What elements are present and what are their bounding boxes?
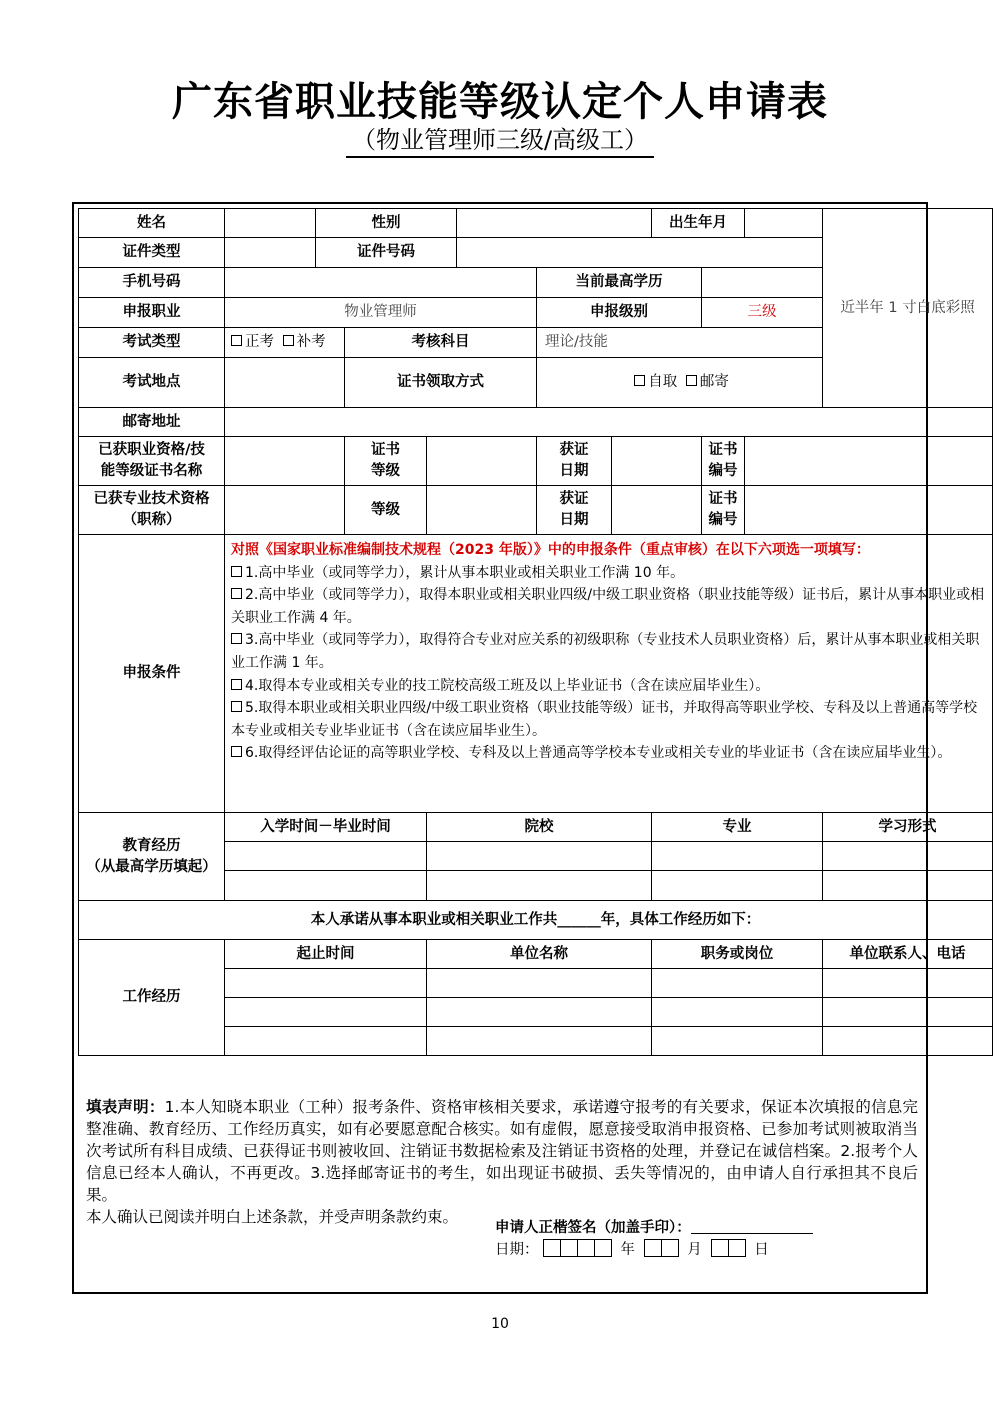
- declaration: [86, 1096, 918, 1228]
- prof-level-label: 等级: [345, 486, 427, 535]
- gender-label: 性别: [316, 209, 457, 238]
- edu-row-2-school[interactable]: [427, 871, 652, 901]
- cert-number-field[interactable]: [745, 437, 993, 486]
- prof-number-label: 证书 编号: [702, 486, 745, 535]
- address-field[interactable]: [225, 408, 993, 437]
- page-title: 广东省职业技能等级认定个人申请表: [172, 79, 828, 125]
- work-col-employer: 单位名称: [427, 940, 652, 969]
- cert-mail-checkbox[interactable]: [686, 375, 697, 386]
- id-type-field[interactable]: [225, 238, 316, 268]
- conditions-intro: 对照《国家职业标准编制技术规程（2023 年版）》中的申报条件（重点审核）在以下六项选一项填写：: [231, 542, 870, 558]
- condition-item-4: 4.取得本专业或相关专业的技工院校高级工班及以上毕业证书（含在读应届毕业生）。: [231, 675, 986, 698]
- prof-date-label: 获证 日期: [537, 486, 612, 535]
- exam-type-options: [225, 328, 345, 358]
- edu-col-mode: 学习形式: [823, 813, 993, 842]
- work-col-contact: 单位联系人、电话: [823, 940, 993, 969]
- application-form: [78, 208, 993, 1056]
- birth-field[interactable]: [745, 209, 823, 238]
- prof-number-field[interactable]: [745, 486, 993, 535]
- condition-item-1: 1.高中毕业（或同等学力），累计从事本职业或相关职业工作满 10 年。: [231, 562, 986, 585]
- cert-self-label: 自取: [648, 374, 678, 390]
- condition-3-checkbox[interactable]: [231, 633, 242, 644]
- year-label: 年: [620, 1242, 635, 1258]
- exam-type-label: 考试类型: [79, 328, 225, 358]
- cert-level-field[interactable]: [427, 437, 537, 486]
- day-label: 日: [754, 1242, 769, 1258]
- level-label: 申报级别: [537, 298, 702, 328]
- conditions-label: 申报条件: [79, 535, 225, 813]
- work-row-1-period[interactable]: [225, 969, 427, 998]
- year-boxes[interactable]: [543, 1242, 611, 1258]
- work-row-1-employer[interactable]: [427, 969, 652, 998]
- work-row-2-employer[interactable]: [427, 998, 652, 1027]
- date-fields: [495, 1238, 769, 1259]
- prof-level-field[interactable]: [427, 486, 537, 535]
- exam-makeup-checkbox[interactable]: [283, 335, 294, 346]
- education-history-label: 教育经历 （从最高学历填起）: [79, 813, 225, 901]
- education-field[interactable]: [702, 268, 823, 298]
- cert-mail-label: 邮寄: [699, 374, 729, 390]
- cert-date-field[interactable]: [612, 437, 702, 486]
- work-row-3-position[interactable]: [652, 1027, 823, 1056]
- work-row-3-period[interactable]: [225, 1027, 427, 1056]
- page-number: 10: [491, 1316, 509, 1332]
- id-type-label: 证件类型: [79, 238, 225, 268]
- condition-1-checkbox[interactable]: [231, 566, 242, 577]
- cert-method-label: 证书领取方式: [345, 358, 537, 408]
- edu-row-2-major[interactable]: [652, 871, 823, 901]
- work-row-1-contact[interactable]: [823, 969, 993, 998]
- conditions-content: [225, 535, 993, 813]
- condition-5-checkbox[interactable]: [231, 701, 242, 712]
- edu-col-school: 院校: [427, 813, 652, 842]
- cert-number-label: 证书 编号: [702, 437, 745, 486]
- subject-value: 理论/技能: [537, 328, 823, 358]
- declaration-body: 1.本人知晓本职业（工种）报考条件、资格审核相关要求，承诺遵守报考的有关要求，保证本次填报的信息完整准确、教育经历、工作经历真实，如有必要愿意配合核实。如有虚假，愿意接受取消申报资格、已参加考试则被取消当次考试所有科目成绩、已获得证书则被收回、注销证书数据检索及注销证书资格的处理，并登记在诚信档案。2.报考个人信息已经本人确认，不再更改。3.选择邮寄证书的考生，如出现证书破损、丢失等情况的，由申请人自行承担其不良后果。: [86, 1098, 918, 1204]
- id-number-field[interactable]: [457, 238, 823, 268]
- work-col-position: 职务或岗位: [652, 940, 823, 969]
- work-row-3-employer[interactable]: [427, 1027, 652, 1056]
- edu-col-major: 专业: [652, 813, 823, 842]
- edu-row-2-period[interactable]: [225, 871, 427, 901]
- signature-line: [495, 1216, 813, 1237]
- cert-self-checkbox[interactable]: [634, 375, 645, 386]
- work-row-2-position[interactable]: [652, 998, 823, 1027]
- declaration-heading: 填表声明：: [86, 1098, 165, 1116]
- exam-regular-checkbox[interactable]: [231, 335, 242, 346]
- id-number-label: 证件号码: [316, 238, 457, 268]
- qualification-name-field[interactable]: [225, 437, 345, 486]
- level-value: 三级: [702, 298, 823, 328]
- cert-method-options: [537, 358, 823, 408]
- edu-row-1-major[interactable]: [652, 842, 823, 871]
- date-label: 日期：: [495, 1242, 539, 1258]
- month-label: 月: [687, 1242, 702, 1258]
- work-row-1-position[interactable]: [652, 969, 823, 998]
- phone-label: 手机号码: [79, 268, 225, 298]
- edu-row-1-mode[interactable]: [823, 842, 993, 871]
- condition-item-2: 2.高中毕业（或同等学力），取得本职业或相关职业四级/中级工职业资格（职业技能等级）证书后，累计从事本职业或相关职业工作满 4 年。: [231, 587, 985, 626]
- location-field[interactable]: [225, 358, 345, 408]
- month-boxes[interactable]: [644, 1242, 678, 1258]
- signature-label: 申请人正楷签名（加盖手印）：: [495, 1220, 691, 1236]
- occupation-value: 物业管理师: [225, 298, 537, 328]
- subject-label: 考核科目: [345, 328, 537, 358]
- cert-date-label: 获证 日期: [537, 437, 612, 486]
- qualification-label: 已获职业资格/技 能等级证书名称: [79, 437, 225, 486]
- work-row-2-contact[interactable]: [823, 998, 993, 1027]
- signature-field[interactable]: [691, 1219, 813, 1234]
- page-subtitle: （物业管理师三级/高级工）: [0, 120, 1000, 155]
- work-history-label: 工作经历: [79, 940, 225, 1056]
- condition-item-3: 3.高中毕业（或同等学力），取得符合专业对应关系的初级职称（专业技术人员职业资格）后，累计从事本职业或相关职业工作满 1 年。: [231, 632, 980, 671]
- gender-field[interactable]: [457, 209, 652, 238]
- cert-level-label: 证书 等级: [345, 437, 427, 486]
- edu-row-1-period[interactable]: [225, 842, 427, 871]
- edu-row-1-school[interactable]: [427, 842, 652, 871]
- declaration-confirm: 本人确认已阅读并明白上述条款，并受声明条款约束。: [86, 1208, 459, 1226]
- work-row-2-period[interactable]: [225, 998, 427, 1027]
- location-label: 考试地点: [79, 358, 225, 408]
- condition-2-checkbox[interactable]: [231, 588, 242, 599]
- address-label: 邮寄地址: [79, 408, 225, 437]
- photo-box[interactable]: 近半年 1 寸白底彩照: [823, 209, 993, 408]
- exam-regular-label: 正考: [245, 334, 274, 350]
- condition-6-checkbox[interactable]: [231, 746, 242, 757]
- prof-date-field[interactable]: [612, 486, 702, 535]
- work-col-period: 起止时间: [225, 940, 427, 969]
- condition-item-6: 6.取得经评估论证的高等职业学校、专科及以上普通高等学校本专业或相关专业的毕业证书（含在读应届毕业生）。: [231, 742, 986, 765]
- exam-makeup-label: 补考: [296, 334, 326, 350]
- edu-row-2-mode[interactable]: [823, 871, 993, 901]
- phone-field[interactable]: [225, 268, 537, 298]
- name-label: 姓名: [79, 209, 225, 238]
- edu-col-period: 入学时间－毕业时间: [225, 813, 427, 842]
- birth-label: 出生年月: [652, 209, 745, 238]
- work-years-promise[interactable]: 本人承诺从事本职业或相关职业工作共______年，具体工作经历如下：: [79, 901, 993, 940]
- condition-item-5: 5.取得本职业或相关职业四级/中级工职业资格（职业技能等级）证书，并取得高等职业学校、专科及以上普通高等学校本专业或相关专业毕业证书（含在读应届毕业生）。: [231, 700, 978, 739]
- education-label: 当前最高学历: [537, 268, 702, 298]
- professional-title-label: 已获专业技术资格 （职称）: [79, 486, 225, 535]
- name-field[interactable]: [225, 209, 316, 238]
- professional-title-field[interactable]: [225, 486, 345, 535]
- day-boxes[interactable]: [711, 1242, 745, 1258]
- work-row-3-contact[interactable]: [823, 1027, 993, 1056]
- condition-4-checkbox[interactable]: [231, 679, 242, 690]
- occupation-label: 申报职业: [79, 298, 225, 328]
